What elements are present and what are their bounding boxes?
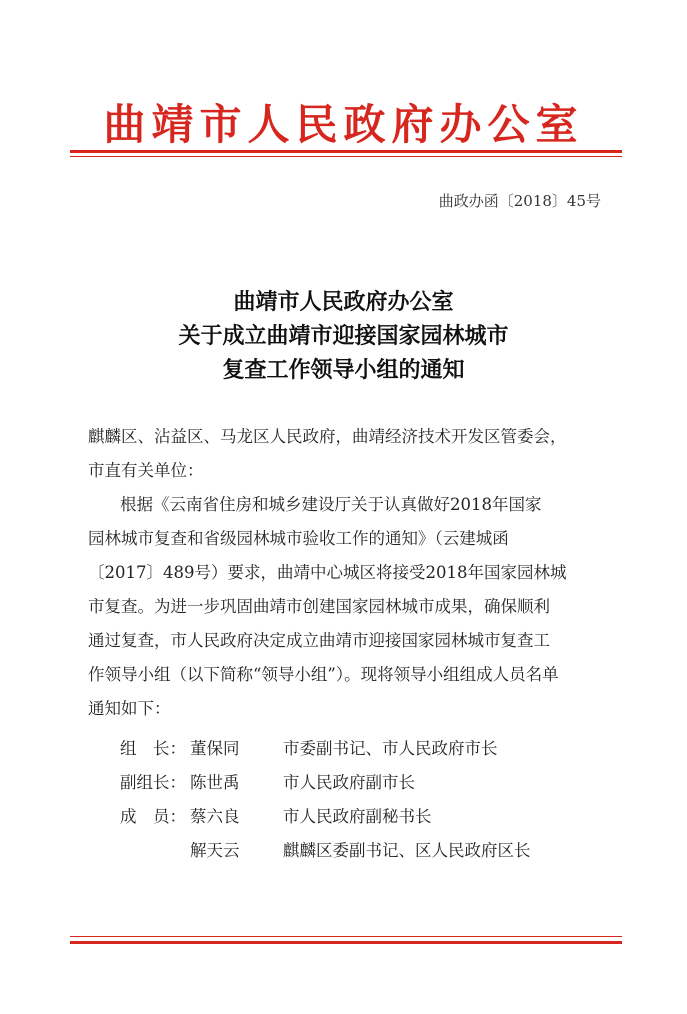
member-position: 市人民政府副市长 [283,773,415,792]
footer-rule-thick [70,941,622,944]
member-name: 董保同 [190,739,240,758]
member-role: 成 员： [120,807,186,826]
masthead-rule-thick [70,150,622,153]
paragraph-line-7: 通知如下： [88,699,171,718]
member-position: 市人民政府副秘书长 [283,807,432,826]
paragraph-line-1: 根据《云南省住房和城乡建设厅关于认真做好2018年国家 [120,495,542,514]
paragraph-line-4: 市复查。为进一步巩固曲靖市创建国家园林城市成果，确保顺利 [88,597,550,616]
addressee-line-1: 麒麟区、沾益区、马龙区人民政府，曲靖经济技术开发区管委会， [88,427,567,446]
paragraph-line-3: 〔2017〕489号）要求，曲靖中心城区将接受2018年国家园林城 [88,563,567,582]
title-line-2: 关于成立曲靖市迎接国家园林城市 [178,323,509,349]
title-line-3: 复查工作领导小组的通知 [222,357,465,383]
document-number: 曲政办函〔2018〕45号 [438,192,601,210]
title-line-1: 曲靖市人民政府办公室 [233,289,454,315]
masthead-rule-thin [70,156,622,157]
member-role: 组 长： [120,739,186,758]
member-role: 副组长： [120,773,186,792]
member-position: 麒麟区委副书记、区人民政府区长 [283,841,531,860]
member-name: 陈世禹 [190,773,240,792]
masthead-title: 曲靖市人民政府办公室 [103,100,584,149]
paragraph-line-2: 园林城市复查和省级园林城市验收工作的通知》（云建城函 [88,529,509,548]
member-name: 解天云 [190,841,240,860]
footer-rule-thin [70,936,622,937]
member-position: 市委副书记、市人民政府市长 [283,739,498,758]
paragraph-line-5: 通过复查，市人民政府决定成立曲靖市迎接国家园林城市复查工 [88,631,550,650]
paragraph-line-6: 作领导小组（以下简称“领导小组”）。现将领导小组组成人员名单 [88,665,559,684]
addressee-line-2: 市直有关单位： [88,461,204,480]
member-name: 蔡六良 [190,807,240,826]
